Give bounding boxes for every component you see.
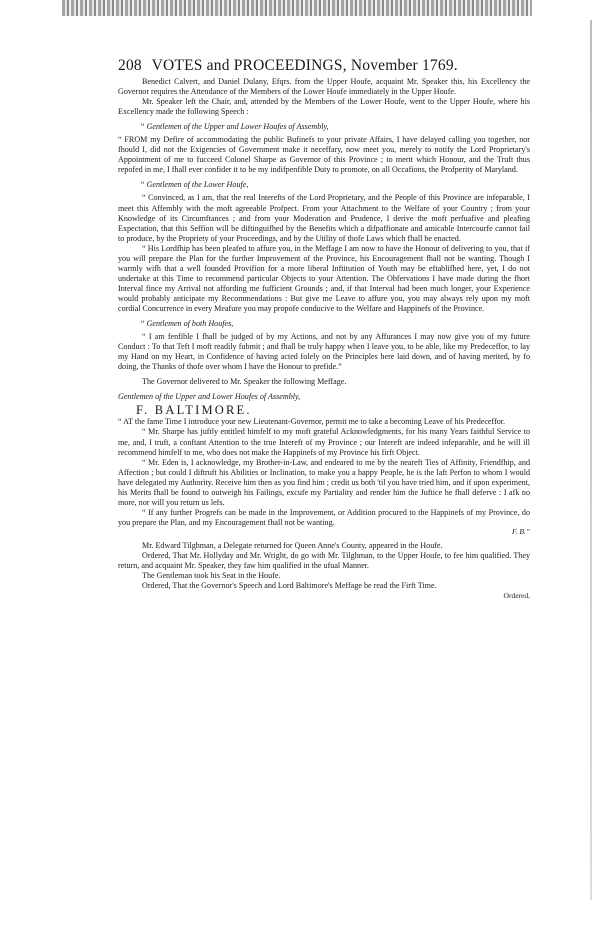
paragraph-upper-house-message: Benedict Calvert, and Daniel Dulany, Efqrs. from the Upper Houfe, acquaint Mr. Speaker this, his Excellency the Governor requires the Attendance of the Members of the Lower Houfe immediately in the Upper Houfe.: [118, 77, 530, 97]
baltimore-signature-heading: F. BALTIMORE.: [136, 403, 252, 418]
catchword: Ordered,: [503, 591, 530, 601]
message-eden: “ Mr. Eden is, I acknowledge, my Brother-in-Law, and endeared to me by the neareft Ties of Affinity, Friendfhip, and Affection ; but could I diftruft his Abilities or Inclination, to make you a happy People, he is the laft Perfon to whom I would have delegated my Authority. Receive him then as you find him ; credit us both 'til you have tried him, and if upon experiment, his Merits fhall be found to outweigh his Failings, excufe my Partiality and render him the Juftice he fhall deferve : I afk no more, nor will you return us lefs.: [118, 457, 530, 507]
document-page: [118, 56, 530, 601]
ordered-qualify: Ordered, That Mr. Hollyday and Mr. Wright, do go with Mr. Tilghman, to the Upper Houfe, to fee him qualified. They return, and acquaint Mr. Speaker, they faw him qualified in the ufual Manner.: [118, 550, 530, 571]
paragraph-speaker-left-chair: Mr. Speaker left the Chair, and, attended by the Members of the Lower Houfe, went to the Upper Houfe, where his Excellency made the following Speech :: [118, 97, 530, 117]
ordered-read-first-time: Ordered, That the Governor's Speech and Lord Baltimore's Meffage be read the Firft Time.: [142, 581, 437, 591]
speech-convinced: “ Convinced, as I am, that the real Interefts of the Lord Proprietary, and the People of this Province are infeparable, I meet this Affembly with the moft agreeable Profpect. From your Attachment to the Welfare of your Country ; from your Knowledge of its Circumftances ; and from your Moderation and Prudence, I derive the moft perfuafive and pleafing Expectation, that this Seffion will be diftinguifhed by the Benefits which a difpaffionate and amicable Intercourfe cannot fail to produce, by the Propriety of your Proceedings, and by the Utility of thofe Laws which fhall be enacted.: [118, 193, 530, 243]
speech-sensible: “ I am fenfible I fhall be judged of by my Actions, and not by any Affurances I may now give you of my future Conduct : To that Teft I moft readily fubmit ; and fhall be truly happy when I leave you, to be able, like my Predeceffor, to lay my Hand on my Heart, in Confidence of having acted folely on the Principles here laid down, and of having merited, by fo doing, the Thanks of thofe over whom I have the Honour to prefide.”: [118, 332, 530, 372]
speech-opening: “ FROM my Defire of accommodating the public Bufinefs to your private Affairs, I have delayed calling you together, nor fhould I, did not the Exigencies of Government make it neceffary, now meet you, merely to notify the Lord Proprietary's Appointment of me to fucceed Colonel Sharpe as Governor of this Province ; to merit which Honour, and the Truft thus repofed in me, I fhall ever confider it to be my indifpenfible Duty to promote, on all Occafions, the Profperity of Maryland.: [118, 135, 530, 175]
message-initials: F. B.”: [512, 526, 530, 536]
page-header: [118, 56, 530, 75]
page-number: 208: [118, 57, 142, 74]
message-sharpe: “ Mr. Sharpe has juftly entitled himfelf to my moft grateful Acknowledgments, for his many Years faithful Service to me, and, I truft, a conftant Attention to the true Intereft of my Province ; our Intereft are indeed infeparable, and he will ill recommend himfelf to me, who does not make the Happinefs of my Province his firft Object.: [118, 427, 530, 457]
salutation-both-houses: “ Gentlemen of the Upper and Lower Houfes of Assembly,: [140, 122, 329, 132]
message-opening: “ AT the fame Time I introduce your new Lieutenant-Governor, permit me to take a becoming Leave of his Predeceffor.: [118, 417, 506, 427]
speech-lordship-pleased: “ His Lordfhip has been pleafed to affure you, in the Meffage I am now to have the Honour of delivering to you, that if you will prepare the Plan for the further Improvement of the Province, his Encouragement fhall not be wanting. Though I warmly wifh that a well founded Provifion for a more liberal Inftitution of Youth may be eftablifhed here, yet, I do not undertake at this Time to recommend particular Objects to your Attention. The Obfervations I have made during the fhort Interval fince my Arrival not affording me fufficient Grounds ; and, if that Interval had been much longer, your Experience would probably anticipate my Recommendations : But give me Leave to affure you, you may always rely upon my moft cordial Concurrence in every Meafure you may propofe conducive to the Welfare and Happinefs of the Province.: [118, 243, 530, 313]
message-salutation: Gentlemen of the Upper and Lower Houfes of Assembly,: [118, 392, 301, 402]
tilghman-appeared: Mr. Edward Tilghman, a Delegate returned for Queen Anne's County, appeared in the Houfe.: [142, 540, 443, 550]
gentleman-seated: The Gentleman took his Seat in the Houfe.: [142, 571, 281, 581]
salutation-lower-house: “ Gentlemen of the Lower Houfe,: [140, 180, 249, 190]
salutation-both: “ Gentlemen of both Houfes,: [140, 319, 234, 329]
message-progress: “ If any further Progrefs can be made in the Improvement, or Addition procured to the Happinefs of my Province, do you prepare the Plan, and my Encouragement fhall not be wanting.: [118, 507, 530, 527]
governor-delivered-message: The Governor delivered to Mr. Speaker the following Meffage.: [142, 377, 347, 387]
torn-top-edge: [62, 0, 532, 16]
page-edge-shadow: [590, 20, 592, 900]
running-title: VOTES and PROCEEDINGS,: [151, 57, 347, 74]
running-date: November 1769.: [350, 57, 458, 74]
